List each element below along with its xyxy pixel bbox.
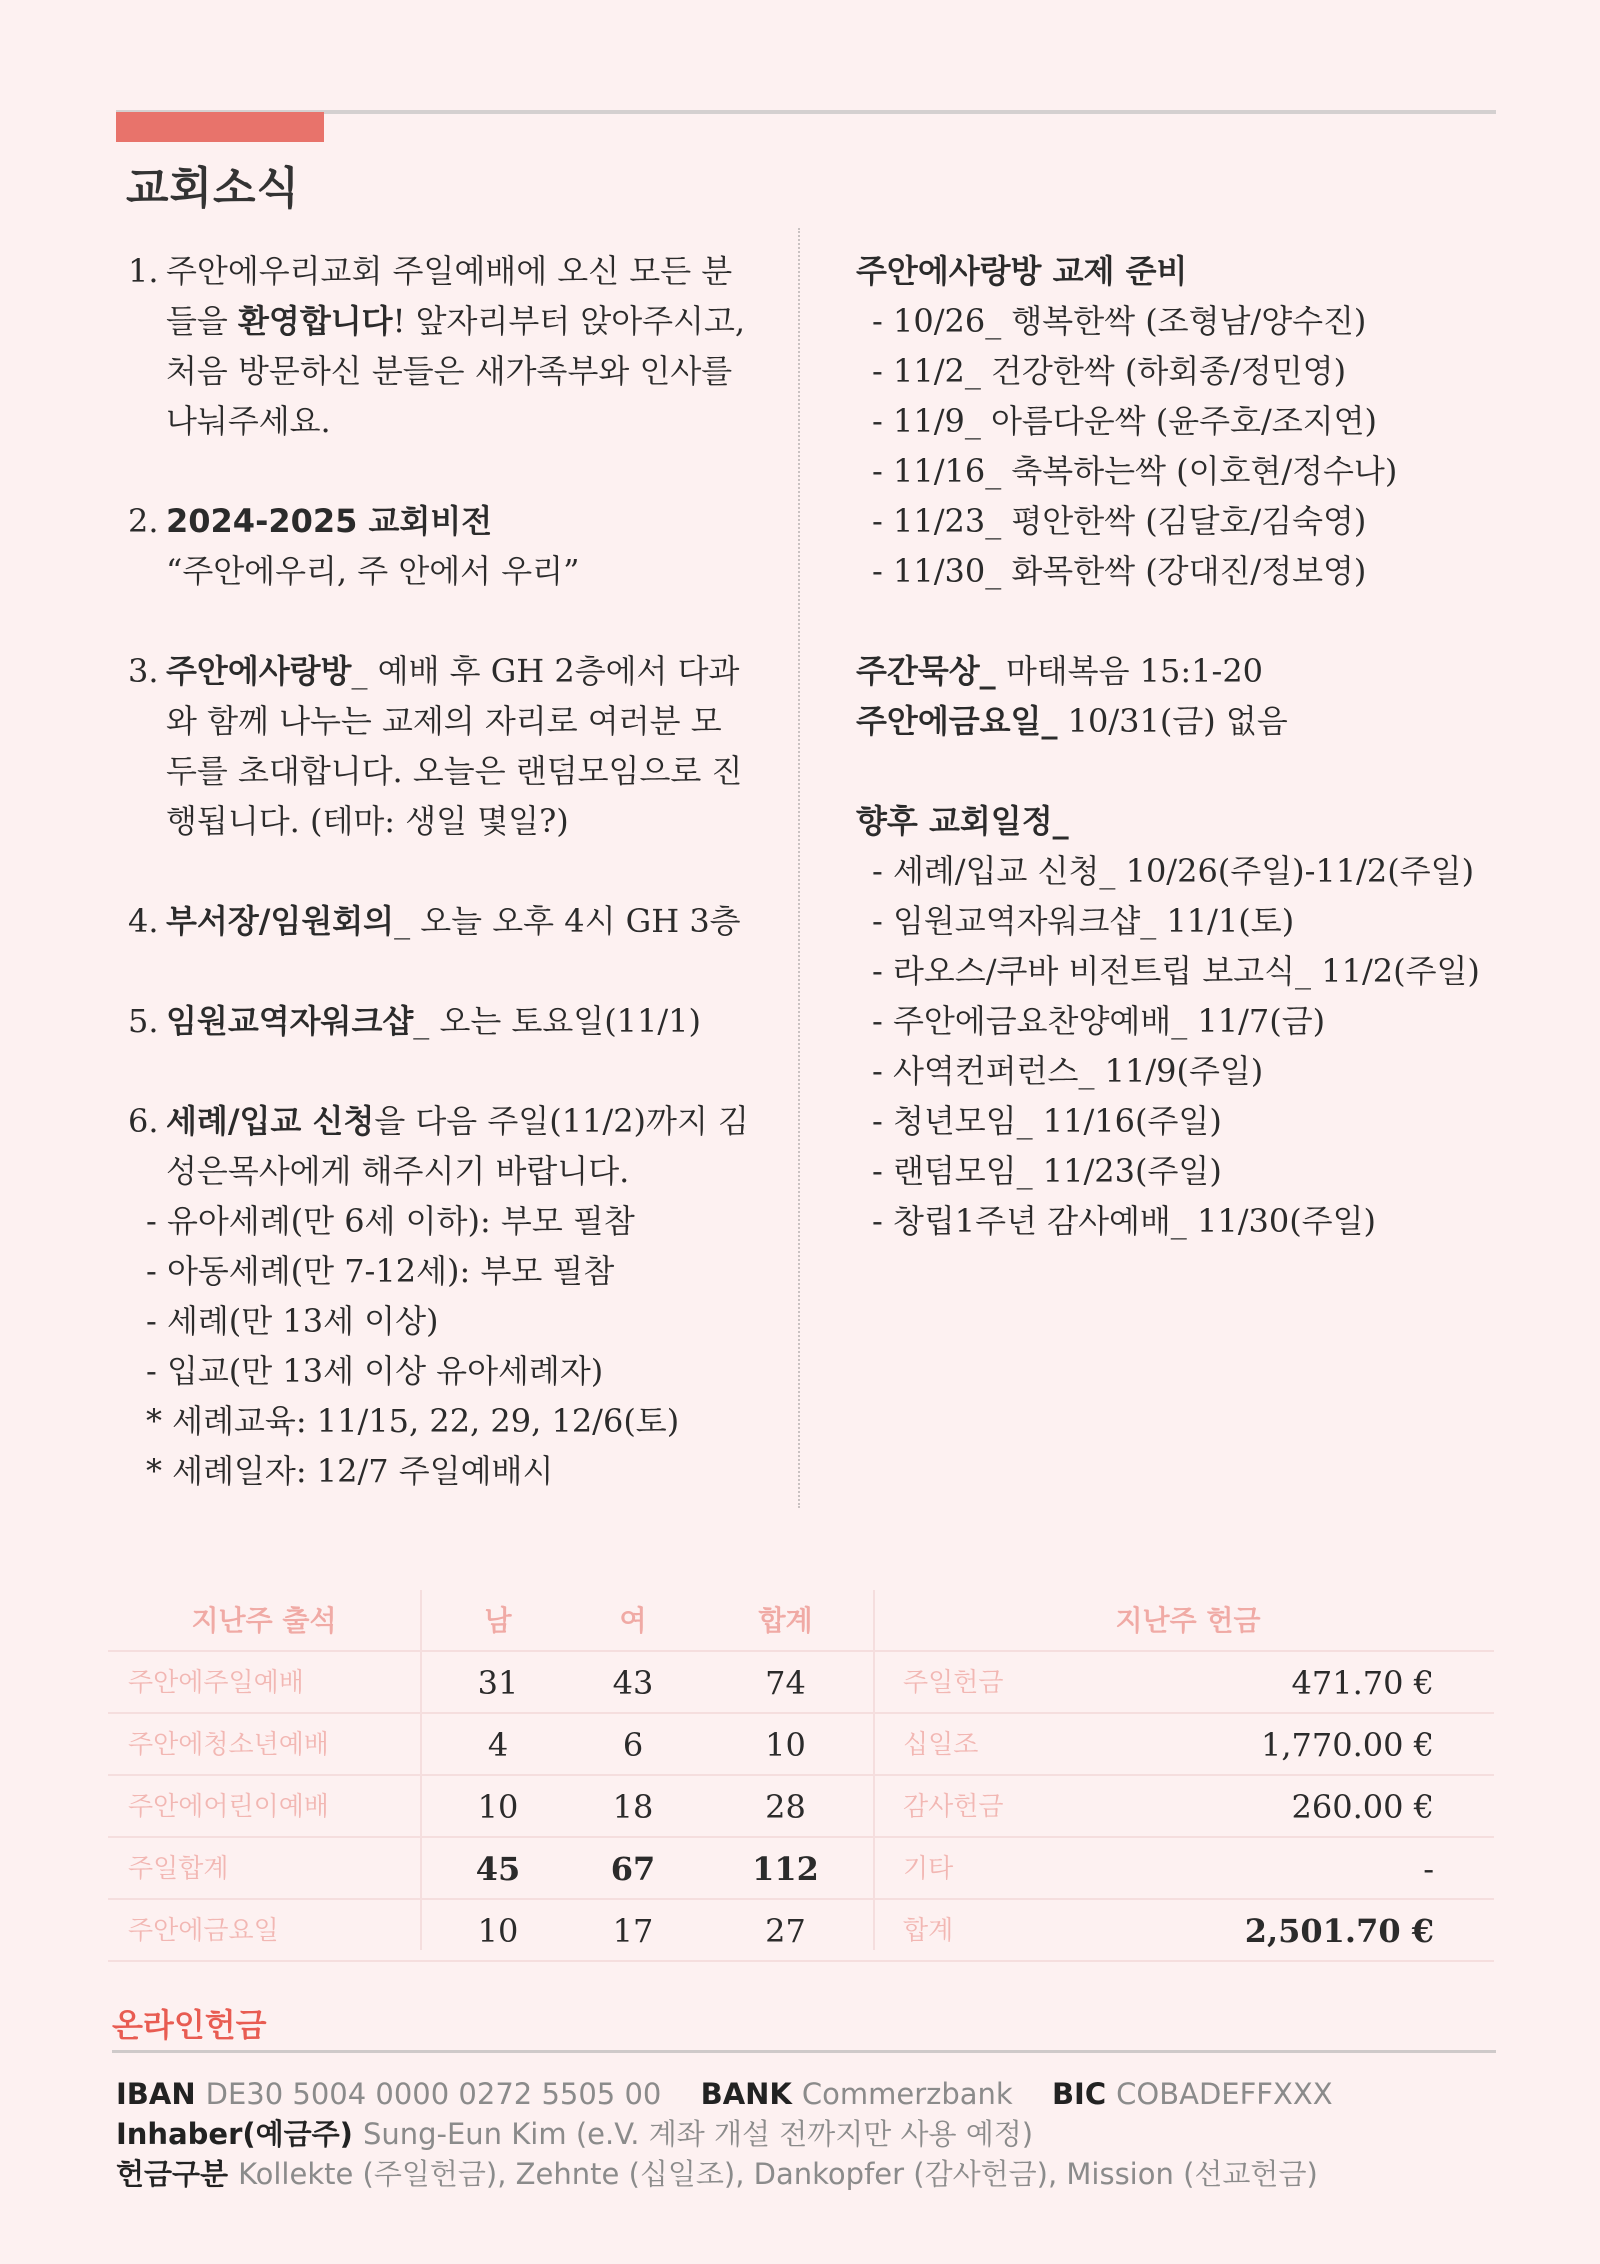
category-label: 헌금구분 bbox=[116, 2157, 229, 2191]
female-count: 67 bbox=[610, 1850, 656, 1888]
online-rule bbox=[112, 2050, 1496, 2053]
news-number: 4. bbox=[128, 902, 159, 940]
news-text: 두를 초대합니다. 오늘은 랜덤모임으로 진 bbox=[166, 752, 743, 790]
table-row bbox=[108, 1900, 1494, 1962]
male-count: 10 bbox=[477, 1912, 519, 1950]
bank-label: BANK bbox=[700, 2077, 792, 2111]
sarangbang-item: - 11/16_ 축복하는싹 (이호현/정수나) bbox=[872, 452, 1398, 490]
news-line bbox=[166, 496, 768, 546]
offering-label: 감사헌금 bbox=[903, 1792, 1004, 1822]
page-title: 교회소식 bbox=[126, 163, 301, 214]
table-header-row bbox=[108, 1590, 1494, 1652]
news-line bbox=[166, 396, 768, 446]
news-body bbox=[166, 996, 768, 1046]
meditation-line bbox=[856, 646, 1556, 696]
schedule-item: - 세례/입교 신청_ 10/26(주일)-11/2(주일) bbox=[872, 852, 1475, 890]
news-item bbox=[128, 1096, 768, 1196]
news-emphasis: 2024-2025 교회비전 bbox=[166, 502, 493, 540]
news-text: 나눠주세요. bbox=[166, 402, 331, 440]
news-line bbox=[166, 246, 768, 296]
holder-label: Inhaber(예금주) bbox=[116, 2117, 353, 2151]
female-count: 18 bbox=[612, 1788, 654, 1826]
sarangbang-item: - 11/30_ 화목한싹 (강대진/정보영) bbox=[872, 552, 1367, 590]
iban-value: DE30 5004 0000 0272 5505 00 bbox=[205, 2077, 662, 2111]
holder-line bbox=[116, 2114, 1363, 2154]
friday-line bbox=[856, 696, 1556, 746]
news-text: 와 함께 나누는 교제의 자리로 여러분 모 bbox=[166, 702, 722, 740]
sarangbang-item: - 11/2_ 건강한싹 (하회종/정민영) bbox=[872, 352, 1347, 390]
news-text: _ 오는 토요일(11/1) bbox=[413, 1002, 702, 1040]
baptism-detail: * 세례일자: 12/7 주일예배시 bbox=[146, 1452, 554, 1490]
news-number: 3. bbox=[128, 652, 159, 690]
news-number: 1. bbox=[128, 252, 159, 290]
header-offering: 지난주 헌금 bbox=[1115, 1604, 1261, 1637]
schedule-item: - 라오스/쿠바 비전트립 보고식_ 11/2(주일) bbox=[872, 952, 1480, 990]
column-divider bbox=[798, 228, 800, 1508]
total-count: 27 bbox=[765, 1912, 806, 1950]
online-offering-info bbox=[116, 2074, 1363, 2194]
news-list bbox=[128, 246, 768, 1496]
news-emphasis: 부서장/임원회의 bbox=[166, 902, 395, 940]
news-line bbox=[166, 546, 768, 596]
news-body bbox=[166, 896, 768, 946]
schedule-list bbox=[856, 846, 1556, 1246]
news-line bbox=[166, 996, 768, 1046]
friday-value: 10/31(금) 없음 bbox=[1057, 702, 1288, 740]
weekly-block bbox=[856, 646, 1556, 746]
news-line bbox=[166, 646, 768, 696]
news-item bbox=[128, 646, 768, 846]
offering-value: 260.00 € bbox=[1291, 1788, 1434, 1826]
male-count: 45 bbox=[475, 1850, 521, 1888]
news-line bbox=[166, 1096, 768, 1146]
offering-value: - bbox=[1423, 1850, 1434, 1888]
news-line bbox=[166, 746, 768, 796]
offering-value: 471.70 € bbox=[1291, 1664, 1434, 1702]
baptism-detail: - 세례(만 13세 이상) bbox=[146, 1302, 439, 1340]
news-text: 행됩니다. (테마: 생일 몇일?) bbox=[166, 802, 569, 840]
sarangbang-block bbox=[856, 246, 1556, 596]
schedule-item: - 주안에금요찬양예배_ 11/7(금) bbox=[872, 1002, 1326, 1040]
friday-label: 주안에금요일_ bbox=[856, 702, 1058, 740]
header-total: 합계 bbox=[758, 1604, 813, 1637]
news-body bbox=[166, 246, 768, 446]
table-row bbox=[108, 1838, 1494, 1900]
news-text: “주안에우리, 주 안에서 우리” bbox=[166, 552, 580, 590]
news-text: 처음 방문하신 분들은 새가족부와 인사를 bbox=[166, 352, 733, 390]
total-count: 10 bbox=[765, 1726, 806, 1764]
service-name: 주일합계 bbox=[128, 1854, 229, 1884]
news-emphasis: 환영합니다 bbox=[238, 302, 393, 340]
sarangbang-item: - 11/23_ 평안한싹 (김달호/김숙영) bbox=[872, 502, 1367, 540]
category-value: Kollekte (주일헌금), Zehnte (십일조), Dankopfer (감사헌금), Mission (선교헌금) bbox=[238, 2157, 1318, 2191]
offering-label: 기타 bbox=[903, 1854, 954, 1884]
female-count: 43 bbox=[612, 1664, 654, 1702]
schedule-item: - 청년모임_ 11/16(주일) bbox=[872, 1102, 1222, 1140]
female-count: 17 bbox=[612, 1912, 654, 1950]
news-number: 2. bbox=[128, 502, 159, 540]
news-emphasis: 주안에사랑방 bbox=[166, 652, 352, 690]
news-line bbox=[166, 296, 768, 346]
news-text: _ 예배 후 GH 2층에서 다과 bbox=[351, 652, 740, 690]
meditation-value: 마태복음 15:1-20 bbox=[995, 652, 1264, 690]
bank-value: Commerzbank bbox=[801, 2077, 1013, 2111]
news-emphasis: 세례/입교 신청 bbox=[166, 1102, 375, 1140]
header-female: 여 bbox=[619, 1604, 647, 1637]
sarangbang-item: - 11/9_ 아름다운싹 (윤주호/조지연) bbox=[872, 402, 1377, 440]
news-text: 주안에우리교회 주일예배에 오신 모든 분 bbox=[166, 252, 733, 290]
category-line bbox=[116, 2154, 1363, 2194]
attendance-offering-table bbox=[108, 1590, 1494, 1950]
table-row bbox=[108, 1776, 1494, 1838]
baptism-detail: - 아동세례(만 7-12세): 부모 필참 bbox=[146, 1252, 615, 1290]
baptism-detail: - 유아세례(만 6세 이하): 부모 필참 bbox=[146, 1202, 635, 1240]
schedule-item: - 임원교역자워크샵_ 11/1(토) bbox=[872, 902, 1295, 940]
iban-label: IBAN bbox=[116, 2077, 196, 2111]
offering-label: 주일헌금 bbox=[903, 1668, 1004, 1698]
news-number: 5. bbox=[128, 1002, 159, 1040]
right-column bbox=[856, 246, 1556, 1296]
total-count: 28 bbox=[765, 1788, 806, 1826]
female-count: 6 bbox=[622, 1726, 644, 1764]
bic-value: COBADEFFXXX bbox=[1116, 2077, 1333, 2111]
online-offering-title: 온라인헌금 bbox=[112, 2006, 267, 2044]
news-line bbox=[166, 1146, 768, 1196]
news-text: ! 앞자리부터 앉아주시고, bbox=[392, 302, 746, 340]
meditation-label: 주간묵상_ bbox=[856, 652, 996, 690]
news-item bbox=[128, 996, 768, 1046]
schedule-item: - 사역컨퍼런스_ 11/9(주일) bbox=[872, 1052, 1264, 1090]
service-name: 주안에어린이예배 bbox=[128, 1792, 329, 1822]
news-body bbox=[166, 646, 768, 846]
male-count: 4 bbox=[487, 1726, 509, 1764]
offering-label: 합계 bbox=[903, 1916, 954, 1946]
news-body bbox=[166, 496, 768, 596]
news-number: 6. bbox=[128, 1102, 159, 1140]
news-line bbox=[166, 896, 768, 946]
news-body bbox=[166, 1096, 768, 1196]
news-text: 들을 bbox=[166, 302, 238, 340]
total-count: 74 bbox=[765, 1664, 806, 1702]
baptism-detail: * 세례교육: 11/15, 22, 29, 12/6(토) bbox=[146, 1402, 680, 1440]
news-item bbox=[128, 896, 768, 946]
accent-bar bbox=[116, 112, 324, 142]
header-male: 남 bbox=[484, 1604, 512, 1637]
holder-value: Sung-Eun Kim (e.V. 계좌 개설 전까지만 사용 예정) bbox=[362, 2117, 1034, 2151]
sarangbang-item: - 10/26_ 행복한싹 (조형남/양수진) bbox=[872, 302, 1367, 340]
service-name: 주안에청소년예배 bbox=[128, 1730, 329, 1760]
baptism-detail: - 입교(만 13세 이상 유아세례자) bbox=[146, 1352, 604, 1390]
bank-line bbox=[116, 2074, 1363, 2114]
schedule-item: - 랜덤모임_ 11/23(주일) bbox=[872, 1152, 1222, 1190]
offering-value: 1,770.00 € bbox=[1260, 1726, 1434, 1764]
news-item bbox=[128, 496, 768, 596]
news-line bbox=[166, 696, 768, 746]
offering-label: 십일조 bbox=[903, 1730, 979, 1760]
schedule-item: - 창립1주년 감사예배_ 11/30(주일) bbox=[872, 1202, 1376, 1240]
table-row bbox=[108, 1714, 1494, 1776]
service-name: 주안에주일예배 bbox=[128, 1668, 304, 1698]
service-name: 주안에금요일 bbox=[128, 1916, 279, 1946]
bic-label: BIC bbox=[1051, 2077, 1107, 2111]
offering-value: 2,501.70 € bbox=[1244, 1912, 1434, 1950]
news-text: _ 오늘 오후 4시 GH 3층 bbox=[394, 902, 741, 940]
news-item bbox=[128, 246, 768, 446]
total-count: 112 bbox=[752, 1850, 819, 1888]
schedule-block bbox=[856, 796, 1556, 1246]
news-text: 을 다음 주일(11/2)까지 김 bbox=[374, 1102, 749, 1140]
sarangbang-heading: 주안에사랑방 교제 준비 bbox=[856, 252, 1188, 290]
news-line bbox=[166, 346, 768, 396]
news-emphasis: 임원교역자워크샵 bbox=[166, 1002, 414, 1040]
news-text: 성은목사에게 해주시기 바랍니다. bbox=[166, 1152, 630, 1190]
male-count: 10 bbox=[477, 1788, 519, 1826]
sarangbang-list bbox=[856, 296, 1556, 596]
news-line bbox=[166, 796, 768, 846]
header-attendance: 지난주 출석 bbox=[191, 1604, 337, 1637]
table-row bbox=[108, 1652, 1494, 1714]
schedule-heading: 향후 교회일정_ bbox=[856, 802, 1069, 840]
male-count: 31 bbox=[477, 1664, 519, 1702]
